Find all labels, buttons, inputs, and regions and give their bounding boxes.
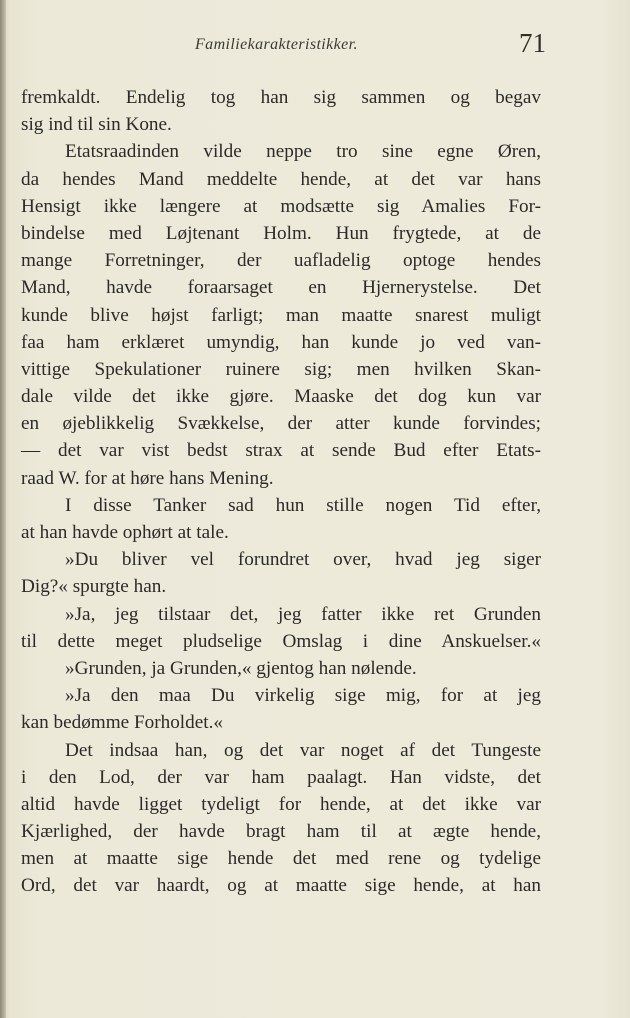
text-line: »Du bliver vel forundret over, hvad jeg siger [65, 549, 541, 571]
body-text [21, 84, 541, 900]
page-spine-edge [0, 0, 6, 1018]
page-number: 71 [519, 28, 546, 58]
text-line: til dette meget pludselige Omslag i dine Anskuelser.« [21, 630, 541, 652]
text-line: i den Lod, der var ham paalagt. Han vidste, det [21, 766, 541, 788]
text-line: da hendes Mand meddelte hende, at det var hans [21, 168, 541, 190]
text-line: Det indsaa han, og det var noget af det Tungeste [65, 739, 541, 761]
text-line: Etatsraadinden vilde neppe tro sine egne Øren, [65, 141, 541, 163]
text-line: mange Forretninger, der uafladelig optoge hendes [21, 250, 541, 272]
text-line: »Ja den maa Du virkelig sige mig, for at jeg [65, 685, 541, 707]
text-line: kunde blive højst farligt; man maatte snarest muligt [21, 304, 541, 326]
text-line: at han havde ophørt at tale. [21, 522, 229, 543]
text-line: faa ham erklæret umyndig, han kunde jo ved van- [21, 331, 541, 353]
text-line: Ord, det var haardt, og at maatte sige hende, at han [21, 875, 541, 897]
text-line: dale vilde det ikke gjøre. Maaske det dog kun var [21, 386, 541, 408]
text-line: sig ind til sin Kone. [21, 114, 172, 136]
text-line: — det var vist bedst strax at sende Bud efter Etats- [21, 440, 541, 462]
text-line: altid havde ligget tydeligt for hende, at det ikke var [21, 793, 541, 815]
text-line: »Ja, jeg tilstaar det, jeg fatter ikke ret Grunden [65, 603, 541, 625]
text-line: en øjeblikkelig Svækkelse, der atter kunde forvindes; [21, 413, 541, 435]
text-line: I disse Tanker sad hun stille nogen Tid efter, [65, 494, 541, 516]
text-line: men at maatte sige hende det med rene og tydelige [21, 848, 541, 870]
text-line: Mand, havde foraarsaget en Hjernerystelse. Det [21, 277, 541, 299]
text-line: bindelse med Løjtenant Holm. Hun frygtede, at de [21, 222, 541, 244]
text-line: Hensigt ikke længere at modsætte sig Amalies For- [21, 195, 541, 217]
text-line: Dig?« spurgte han. [21, 576, 167, 598]
running-head-title: Familiekarakteristikker. [195, 36, 358, 53]
text-line: Kjærlighed, der havde bragt ham til at ægte hende, [21, 821, 541, 843]
text-line: »Grunden, ja Grunden,« gjentog han nølende. [65, 657, 417, 679]
text-line: kan bedømme Forholdet.« [21, 712, 223, 734]
text-line: raad W. for at høre hans Mening. [21, 467, 274, 489]
text-line: fremkaldt. Endelig tog han sig sammen og begav [21, 87, 541, 108]
text-line: vittige Spekulationer ruinere sig; men hvilken Skan- [21, 358, 541, 380]
